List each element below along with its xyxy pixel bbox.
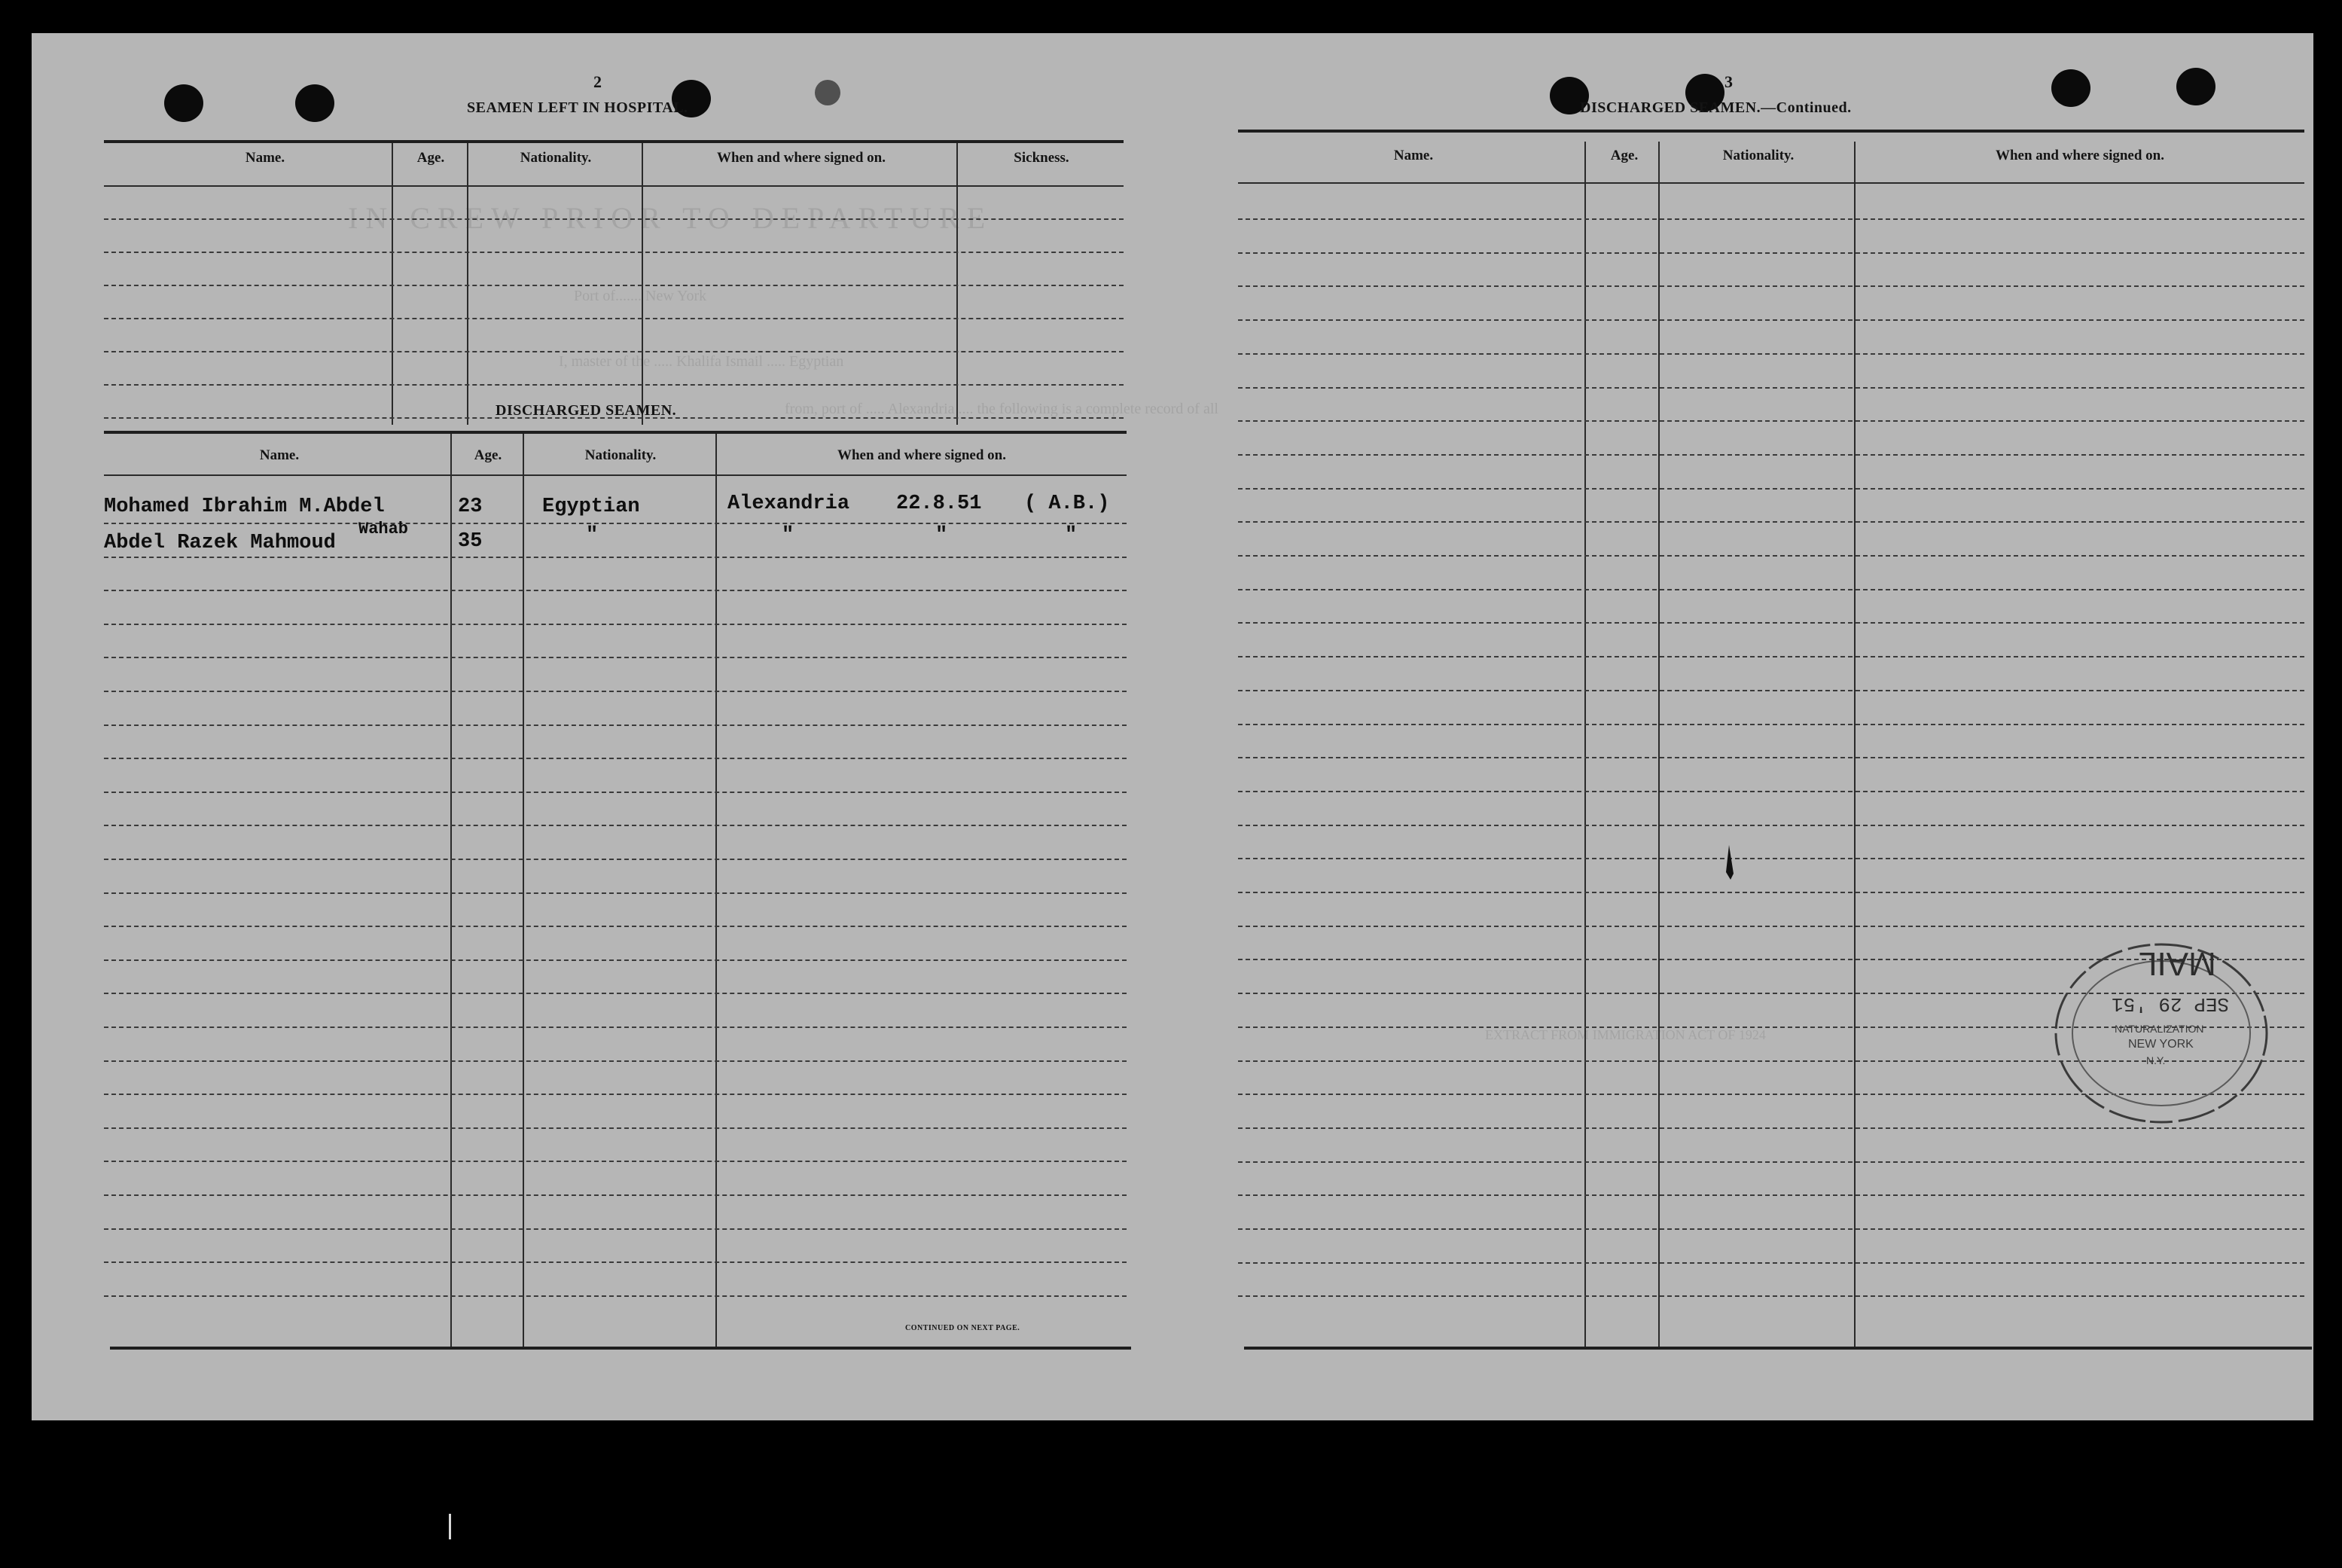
form-ruled-line <box>104 624 1127 625</box>
column-header: When and where signed on. <box>837 447 1006 463</box>
seaman-name: Mohamed Ibrahim M.Abdel <box>104 496 385 518</box>
column-header: When and where signed on. <box>1995 148 2164 163</box>
form-ruled-line <box>1238 387 2304 389</box>
column-divider <box>523 434 524 1347</box>
form-ruled-line <box>104 825 1127 826</box>
column-divider <box>715 434 717 1347</box>
column-divider <box>450 434 452 1347</box>
form-ruled-line <box>1238 825 2304 826</box>
form-ruled-line <box>1238 1262 2304 1264</box>
seaman-age: 23 <box>458 496 483 518</box>
form-ruled-line <box>1238 319 2304 321</box>
form-ruled-line <box>104 523 1127 524</box>
seaman-rating: " <box>1065 524 1078 547</box>
form-ruled-line <box>104 1261 1127 1263</box>
form-ruled-line <box>1238 353 2304 355</box>
signed-on-place: " <box>782 524 794 547</box>
column-header: Age. <box>1610 148 1639 163</box>
postmark-text: MAIL <box>2139 945 2216 982</box>
scan-artifact <box>449 1514 451 1539</box>
seaman-nationality: " <box>586 524 599 547</box>
table-top-rule <box>104 431 1127 434</box>
form-ruled-line <box>1238 724 2304 725</box>
form-ruled-line <box>1238 622 2304 624</box>
right-page <box>1169 33 2313 1420</box>
form-ruled-line <box>1238 488 2304 490</box>
postmark-text: NATURALIZATION <box>2115 1023 2204 1035</box>
form-ruled-line <box>1238 1194 2304 1196</box>
scanned-document <box>32 33 2313 1420</box>
table-top-rule <box>104 140 1124 143</box>
column-header: Name. <box>245 150 285 166</box>
form-ruled-line <box>104 285 1124 286</box>
postmark-text: NEW YORK <box>2128 1038 2194 1051</box>
column-divider <box>642 143 643 425</box>
form-ruled-line <box>1238 791 2304 792</box>
form-ruled-line <box>104 1127 1127 1129</box>
form-ruled-line <box>104 351 1124 352</box>
section-title-discharged: DISCHARGED SEAMEN. <box>496 402 677 419</box>
column-header: Age. <box>474 447 502 463</box>
column-divider <box>956 143 958 425</box>
form-ruled-line <box>1238 555 2304 557</box>
column-divider <box>1584 142 1586 1347</box>
bleed-through-text: IN CREW PRIOR TO DEPARTURE <box>348 201 993 235</box>
column-divider <box>467 143 468 425</box>
postmark-date: SEP 29 '51 <box>2112 993 2230 1015</box>
punch-hole-icon <box>2176 68 2215 105</box>
column-header: Age. <box>416 150 445 166</box>
form-ruled-line <box>1238 454 2304 456</box>
postmark-stamp <box>2048 920 2319 1146</box>
form-ruled-line <box>104 1194 1127 1196</box>
pencil-mark-icon <box>1723 843 1738 881</box>
column-header: Nationality. <box>1722 148 1795 163</box>
punch-hole-icon <box>815 80 840 105</box>
form-ruled-line <box>1238 892 2304 893</box>
form-ruled-line <box>1238 757 2304 758</box>
table-bottom-rule <box>110 1347 1131 1350</box>
form-ruled-line <box>1238 521 2304 523</box>
form-ruled-line <box>1238 656 2304 657</box>
form-ruled-line <box>1238 690 2304 691</box>
form-ruled-line <box>104 218 1124 220</box>
form-ruled-line <box>104 1295 1127 1297</box>
section-title-discharged-continued: DISCHARGED SEAMEN.—Continued. <box>1580 99 1852 116</box>
bleed-through-text: I, master of the ..... Khalifa Ismail ..... Egyptian <box>559 353 844 370</box>
form-ruled-line <box>104 590 1127 591</box>
column-divider <box>1854 142 1856 1347</box>
form-ruled-line <box>104 959 1127 961</box>
bleed-through-text: EXTRACT FROM IMMIGRATION ACT OF 1924 <box>1485 1027 1766 1042</box>
form-ruled-line <box>104 859 1127 860</box>
form-ruled-line <box>104 792 1127 793</box>
column-header: When and where signed on. <box>716 150 886 166</box>
form-ruled-line <box>1238 420 2304 422</box>
form-ruled-line <box>104 318 1124 319</box>
table-bottom-rule <box>1244 1347 2312 1350</box>
bleed-through-text: from, port of ..... Alexandria .... the following is a complete record of all <box>785 401 1218 417</box>
form-ruled-line <box>1238 1161 2304 1163</box>
form-ruled-line <box>104 1228 1127 1230</box>
form-ruled-line <box>104 691 1127 692</box>
form-ruled-line <box>1238 1228 2304 1230</box>
form-ruled-line <box>1238 285 2304 287</box>
punch-hole-icon <box>295 84 334 122</box>
column-header: Nationality. <box>584 447 657 463</box>
continued-note: CONTINUED ON NEXT PAGE. <box>905 1324 1020 1332</box>
form-ruled-line <box>104 892 1127 894</box>
form-ruled-line <box>104 657 1127 658</box>
form-ruled-line <box>104 1060 1127 1062</box>
form-ruled-line <box>1238 252 2304 254</box>
form-ruled-line <box>104 725 1127 726</box>
left-page <box>32 33 1218 1420</box>
signed-on-date: " <box>935 524 948 547</box>
form-ruled-line <box>104 384 1124 386</box>
signed-on-place: Alexandria <box>727 493 850 515</box>
form-ruled-line <box>104 1161 1127 1162</box>
section-title-hospital: SEAMEN LEFT IN HOSPITAL. <box>467 99 688 116</box>
column-header: Name. <box>1393 148 1434 163</box>
column-header: Name. <box>259 447 300 463</box>
postmark-text: N.Y. <box>2146 1054 2166 1066</box>
signed-on-date: 22.8.51 <box>896 493 982 515</box>
form-ruled-line <box>104 252 1124 253</box>
table-header-rule <box>1238 182 2304 184</box>
form-ruled-line <box>104 1027 1127 1028</box>
column-divider <box>1658 142 1660 1347</box>
punch-hole-icon <box>164 84 203 122</box>
column-header: Sickness. <box>1014 150 1069 166</box>
seaman-rating: ( A.B.) <box>1024 493 1110 515</box>
seaman-age: 35 <box>458 530 483 553</box>
seaman-nationality: Egyptian <box>542 496 640 518</box>
form-ruled-line <box>104 1094 1127 1095</box>
page-number: 2 <box>593 72 602 91</box>
column-header: Nationality. <box>520 150 592 166</box>
punch-hole-icon <box>2051 69 2090 107</box>
column-divider <box>392 143 393 425</box>
form-ruled-line <box>1238 858 2304 859</box>
page-number: 3 <box>1724 72 1733 91</box>
table-top-rule <box>1238 130 2304 133</box>
form-ruled-line <box>1238 218 2304 220</box>
form-ruled-line <box>104 993 1127 994</box>
bleed-through-text: Port of....... New York <box>574 288 707 304</box>
form-ruled-line <box>104 557 1127 558</box>
seaman-name-continuation: Wahab <box>358 520 409 538</box>
form-ruled-line <box>104 758 1127 759</box>
form-ruled-line <box>104 926 1127 927</box>
form-ruled-line <box>1238 1295 2304 1297</box>
table-header-rule <box>104 185 1124 187</box>
form-ruled-line <box>1238 589 2304 590</box>
seaman-name: Abdel Razek Mahmoud <box>104 532 336 554</box>
table-header-rule <box>104 474 1127 476</box>
